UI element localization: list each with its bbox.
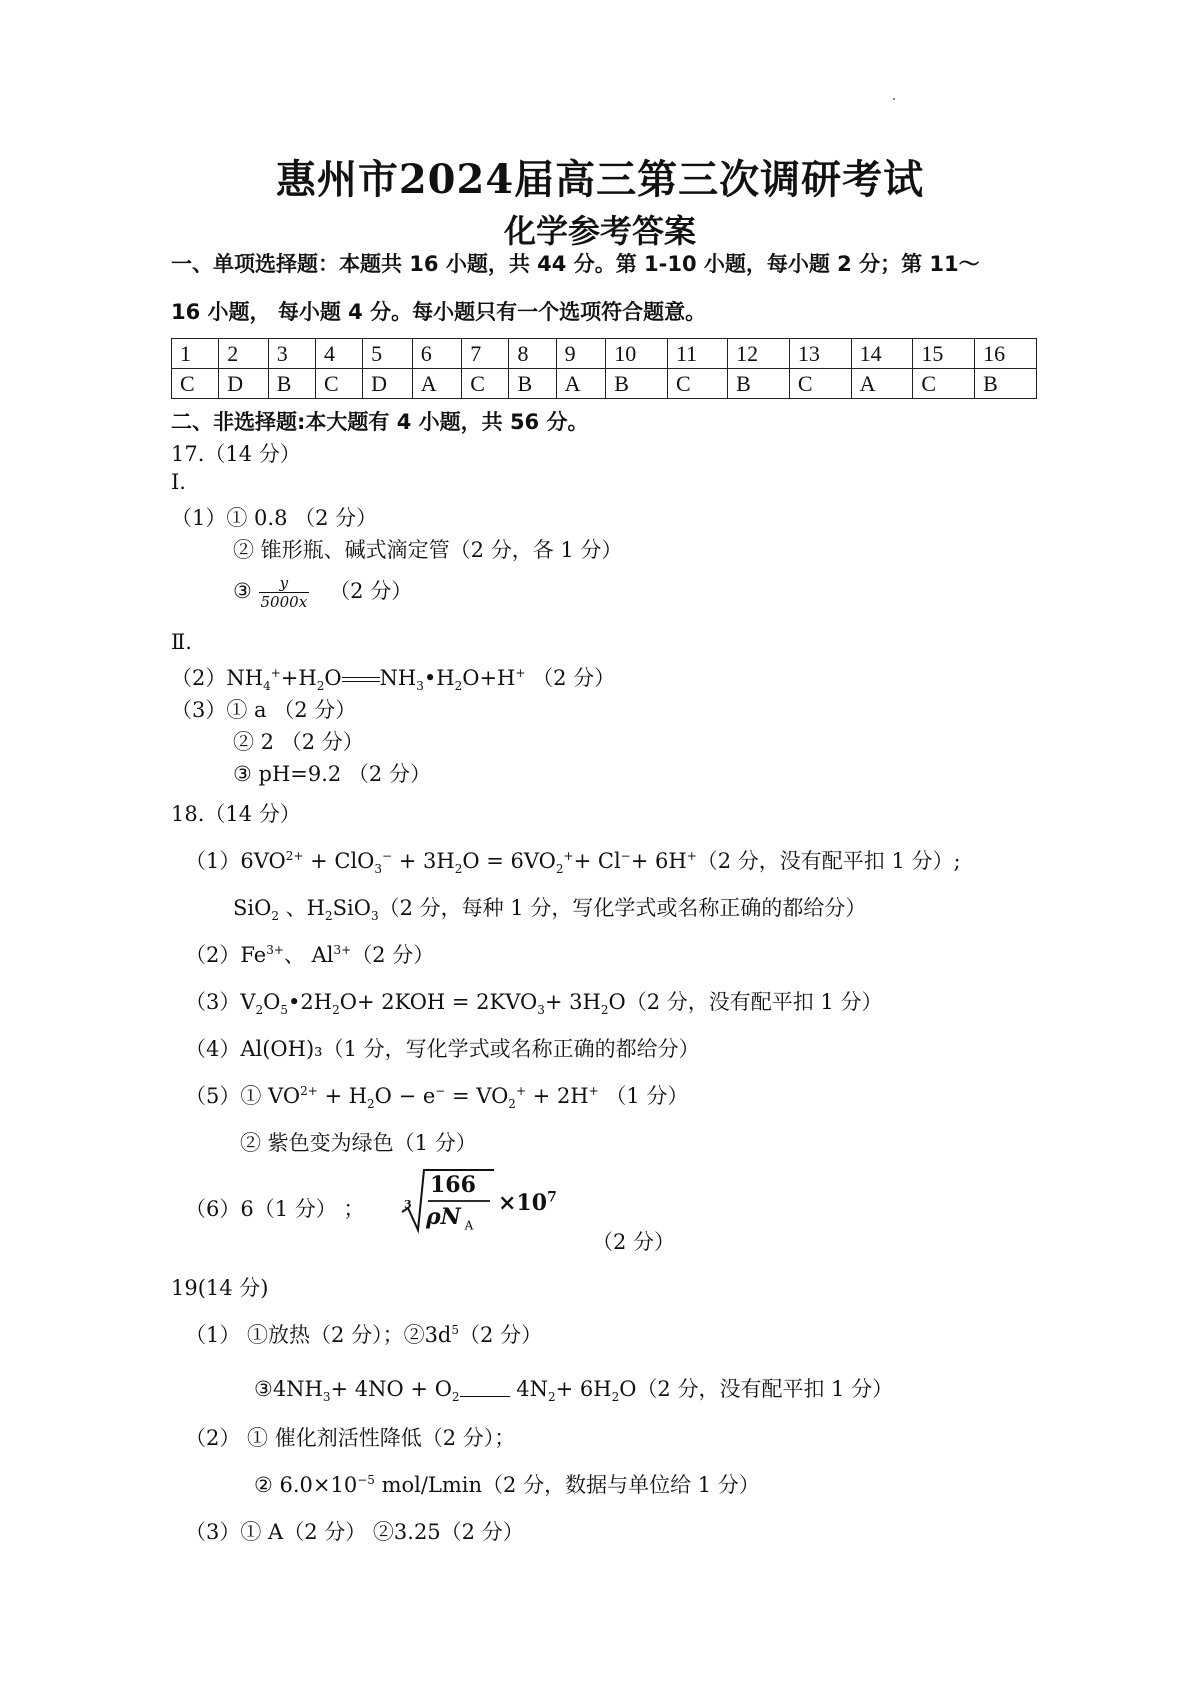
answer-cell: B xyxy=(975,369,1037,399)
question-number-cell: 3 xyxy=(268,339,315,369)
q19-answer-1-text: （1） ①放热（2 分）；②3d xyxy=(185,1323,452,1347)
section2-heading: 二、非选择题:本大题有 4 小题，共 56 分。 xyxy=(171,410,589,434)
fraction xyxy=(259,574,310,611)
question-number-cell: 6 xyxy=(412,339,462,369)
answer-cell: C xyxy=(913,369,975,399)
q17-answer-1-3 xyxy=(233,574,412,611)
q19-answer-2-2 xyxy=(254,1469,760,1499)
question-number-cell: 1 xyxy=(172,339,219,369)
q18-answer-5-1: （5）① $VO^{2+} + H_2O - e^- = VO_2^+ + 2H^+$ （1 分） xyxy=(185,1084,689,1112)
q18-answer-4: （4）Al(OH)₃（1 分，写化学式或名称正确的都给分） xyxy=(185,1037,700,1061)
question-number-cell: 4 xyxy=(315,339,362,369)
q18-answer-6-score: （2 分） xyxy=(592,1230,676,1254)
q18-answer-2-score: （2 分） xyxy=(351,943,435,967)
answer-cell: C xyxy=(462,369,509,399)
cube-root-expression xyxy=(398,1168,558,1234)
reaction-condition-arrow-icon xyxy=(460,1384,510,1398)
question-number-cell: 11 xyxy=(668,339,728,369)
answer-cell: B xyxy=(509,369,556,399)
question-number-cell: 7 xyxy=(462,339,509,369)
q18-answer-5-1-score: （1 分） xyxy=(605,1084,689,1108)
formula-nh3: NH xyxy=(379,666,417,690)
q17-answer-3-2: ② 2 （2 分） xyxy=(233,730,364,754)
q17-answer-3-1: （3）① a （2 分） xyxy=(171,698,357,722)
q19-answer-1-3-score: （2 分，没有配平扣 1 分） xyxy=(636,1377,894,1401)
answer-table-number-row xyxy=(172,339,1037,369)
answer-cell: B xyxy=(728,369,790,399)
answer-table-answer-row xyxy=(172,369,1037,399)
section1-line2: 16 小题， 每小题 4 分。每小题只有一个选项符合题意。 xyxy=(171,300,707,324)
q18-answer-1-score: （2 分，没有配平扣 1 分）; xyxy=(696,849,961,873)
root-denominator: ρN $_A$ xyxy=(426,1204,474,1233)
equilibrium-arrow-icon xyxy=(342,675,380,685)
root-multiplier: $\times 10^7$ xyxy=(498,1189,557,1216)
page-title: 惠州市2024届高三第三次调研考试 xyxy=(275,156,925,203)
q19-heading: 19(14 分) xyxy=(171,1276,269,1300)
q17-answer-1-3-marker: ③ xyxy=(233,579,252,603)
question-number-cell: 8 xyxy=(509,339,556,369)
answer-cell: C xyxy=(668,369,728,399)
q18-heading: 18.（14 分） xyxy=(171,802,301,826)
q18-answer-3: $(3)V_2O_5•2H_2O+ 2KOH = 2KVO_3+ 3H_2O(2$ 分，没有配平扣 1 分） xyxy=(185,990,883,1018)
question-number-cell: 9 xyxy=(556,339,606,369)
question-number-cell: 10 xyxy=(606,339,668,369)
formula-hydrate: •H xyxy=(423,666,455,690)
q18-answer-5-2: ② 紫色变为绿色（1 分） xyxy=(240,1131,477,1155)
answer-cell: B xyxy=(268,369,315,399)
q18-answer-1: $(1)6VO^{2+} + ClO_3^- + 3H_2O = 6VO_2^++ Cl^-+ 6H^+(2$ 分，没有配平扣 1 分）; xyxy=(185,849,961,877)
question-number-cell: 13 xyxy=(789,339,851,369)
root-numerator: 166 xyxy=(430,1172,476,1198)
q19-answer-1-3: $③4NH_3+ 4NO + O_2$ $4N_2+ 6H_2O(2$ 分，没有配平扣 1 分） xyxy=(254,1377,894,1405)
answer-cell: C xyxy=(172,369,219,399)
section1-line1: 一、单项选择题：本题共 16 小题，共 44 分。第 1-10 小题，每小题 2 分；第 11～ xyxy=(171,252,980,276)
formula-h2o-h: +H xyxy=(280,666,317,690)
q17-heading: 17.（14 分） xyxy=(171,442,301,466)
q19-answer-2-2-value: ② 6.0×10 xyxy=(254,1473,358,1497)
q19-answer-2-2-unit: mol/Lmin（2 分，数据与单位给 1 分） xyxy=(374,1473,760,1497)
q18-answer-2: $(2)Fe^{3+}$、 $Al^{3+}(2$ 分） xyxy=(185,943,435,967)
q19-answer-2-1: （2） ① 催化剂活性降低（2 分）； xyxy=(185,1426,516,1450)
answer-cell: A xyxy=(556,369,606,399)
q17-answer-1-3-score: （2 分） xyxy=(329,579,413,603)
answer-cell: A xyxy=(851,369,913,399)
q17-part1: Ⅰ. xyxy=(171,470,186,494)
q18-answer-6: （6）6（1 分） ； xyxy=(185,1197,365,1221)
formula-h2o-o: O xyxy=(324,666,342,690)
q19-answer-1-score: （2 分） xyxy=(459,1323,543,1347)
question-number-cell: 2 xyxy=(219,339,269,369)
q17-answer-3-3: ③ pH=9.2 （2 分） xyxy=(233,762,431,786)
question-number-cell: 14 xyxy=(851,339,913,369)
answer-cell: D xyxy=(363,369,413,399)
root-index: 3 xyxy=(404,1198,412,1211)
formula-nh4: （2）NH xyxy=(171,666,264,690)
q19-answer-1-sup: 5 xyxy=(451,1323,460,1337)
question-number-cell: 5 xyxy=(363,339,413,369)
q17-answer-2-score: （2 分） xyxy=(532,666,616,690)
q18-answer-1b: SiO$_2$ 、$H_2SiO_3(2$ 分，每种 1 分，写化学式或名称正确的都给分） xyxy=(233,896,867,924)
q19-answer-3: （3）① A（2 分） ②3.25（2 分） xyxy=(185,1520,524,1544)
fraction-denominator: 5000x xyxy=(260,593,308,611)
q19-answer-2-2-exponent: −5 xyxy=(357,1473,375,1487)
q17-answer-1-2: ② 锥形瓶、碱式滴定管（2 分，各 1 分） xyxy=(233,538,623,562)
answer-cell: B xyxy=(606,369,668,399)
answer-cell: C xyxy=(789,369,851,399)
page-subtitle: 化学参考答案 xyxy=(503,212,696,250)
q17-answer-2: $(2)NH_4^++H_2O$ $NH_3•H_2O+H^+$ （2 分） xyxy=(171,666,616,694)
question-number-cell: 16 xyxy=(975,339,1037,369)
q18-answer-3-score: （2 分，没有配平扣 1 分） xyxy=(625,990,883,1014)
scan-dot xyxy=(893,98,895,100)
fraction-numerator: y xyxy=(279,574,289,592)
question-number-cell: 12 xyxy=(728,339,790,369)
q17-answer-1-1: （1）① 0.8 （2 分） xyxy=(171,506,378,530)
answer-cell: A xyxy=(412,369,462,399)
answer-cell: C xyxy=(315,369,362,399)
q17-part2: Ⅱ. xyxy=(171,630,192,654)
answer-cell: D xyxy=(219,369,269,399)
question-number-cell: 15 xyxy=(913,339,975,369)
q19-answer-1 xyxy=(185,1319,542,1349)
answer-table xyxy=(171,338,1037,399)
q18-answer-1b-score: （2 分，每种 1 分，写化学式或名称正确的都给分） xyxy=(378,896,867,920)
formula-hplus: O+H xyxy=(462,666,516,690)
